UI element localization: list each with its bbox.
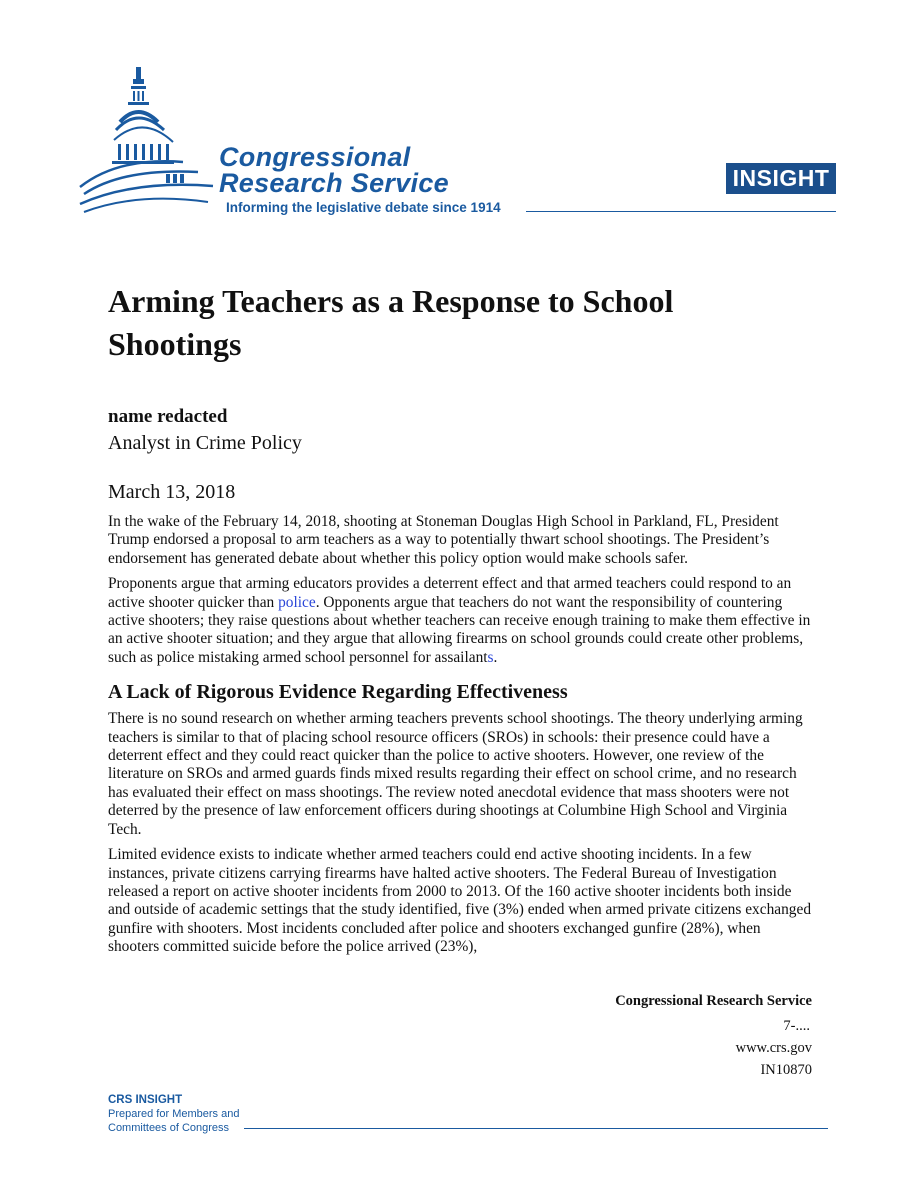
paragraph-intro: In the wake of the February 14, 2018, shooting at Stoneman Douglas High School in Parkland, FL, President Trump endorsed a proposal to arm teachers as a way to potentially thwart school shootings. The President’s endorsement has generated debate about whether this policy option would make schools safer.: [108, 513, 779, 567]
p2-text-end: .: [493, 648, 498, 666]
footer-website[interactable]: www.crs.gov: [735, 1040, 812, 1056]
p2-text-start: Proponents argue that arming educators provides a deterrent effect and that armed teachers could respond to an active shooter quicker than: [108, 575, 792, 611]
publication-date: March 13, 2018: [108, 481, 236, 503]
org-name-line2: Research Service: [219, 168, 449, 198]
footer-org-name: Congressional Research Service: [615, 993, 812, 1009]
org-name: [219, 144, 449, 196]
footer-divider: [244, 1128, 828, 1129]
footer-series: CRS INSIGHT: [108, 1094, 183, 1106]
footer-series-block: [108, 1093, 239, 1135]
footer-prepared-line1: Prepared for Members and: [108, 1108, 240, 1120]
footer-product-code: IN10870: [760, 1062, 812, 1078]
author-name: name redacted: [108, 406, 228, 427]
police-link[interactable]: police: [278, 593, 316, 611]
p2-text-middle: . Opponents argue that teachers do not want the responsibility of countering active shooters; they raise questions about whether teachers can receive enough training to make them effective in an active shooter situation; and they argue that allowing firearms on school grounds could create other problems, such as police mistaking armed school personnel for assailant: [108, 593, 811, 666]
insight-badge: INSIGHT: [726, 163, 836, 194]
paragraph-research: There is no sound research on whether arming teachers prevents school shootings. The theory underlying arming teachers is similar to that of placing school resource officers (SROs) in schools: their presence could have a deterrent effect and they could react quicker than the police to active shooters. However, one review of the literature on SROs and armed guards finds mixed results regarding their effect on school crime, and no research has evaluated their effect on mass shootings. The review noted anecdotal evidence that mass shooters were not deterred by the presence of law enforcement officers during shootings at Columbine High School and Virginia Tech.: [108, 710, 803, 838]
crs-capitol-dome-logo: [78, 62, 218, 222]
section-heading: A Lack of Rigorous Evidence Regarding Effectiveness: [108, 681, 568, 704]
paragraph-arguments: [108, 575, 813, 667]
document-title: Arming Teachers as a Response to School Shootings: [108, 283, 674, 362]
footer-prepared-line2: Committees of Congress: [108, 1122, 230, 1134]
assailants-link[interactable]: s: [487, 648, 494, 666]
paragraph-evidence: Limited evidence exists to indicate whether armed teachers could end active shooting incidents. In a few instances, private citizens carrying firearms have halted active shooters. The Federal Bureau of Investigation released a report on active shooter incidents from 2000 to 2013. Of the 160 active shooter incidents both inside and outside of academic settings that the study identified, five (3%) ended when armed private citizens exchanged gunfire with shooters. Most incidents concluded after police and shooters exchanged gunfire (28%), when shooters committed suicide before the police arrived (23%),: [108, 846, 812, 956]
document-body: [108, 513, 813, 964]
org-name-line1: Congressional: [219, 142, 411, 172]
footer-phone: 7-....: [783, 1018, 810, 1034]
header-divider: [526, 211, 836, 212]
author-role: Analyst in Crime Policy: [108, 432, 302, 454]
org-tagline: Informing the legislative debate since 1914: [226, 200, 501, 215]
